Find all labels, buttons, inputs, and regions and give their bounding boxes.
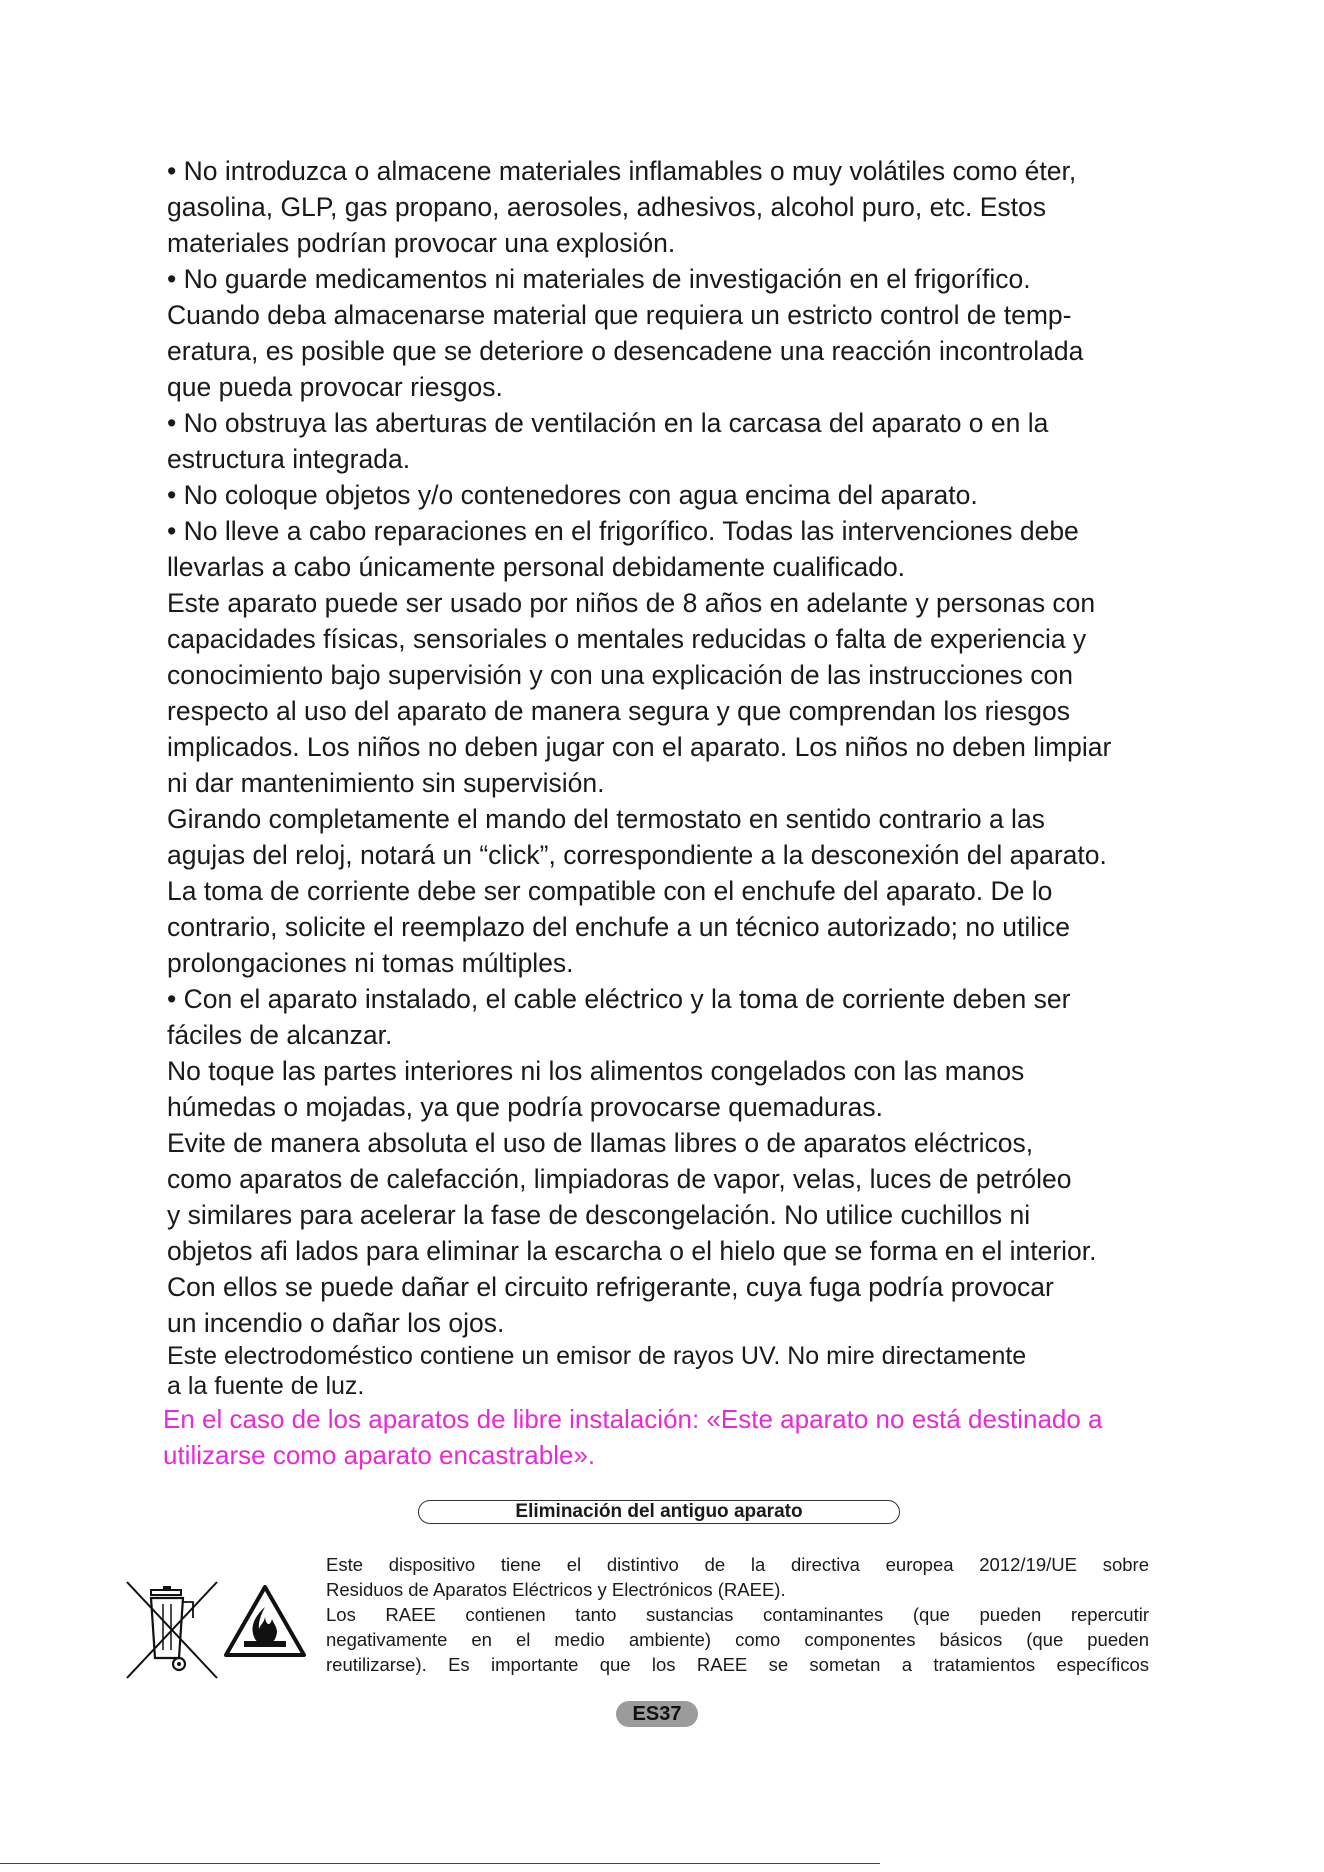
text-line: Este dispositivo tiene el distintivo de la directiva europea 2012/19/UE sobre [326,1554,1149,1575]
flammable-warning-icon [222,1583,308,1661]
text-line: que pueda provocar riesgos. [167,372,503,402]
crossed-out-wheelie-bin-icon [123,1578,223,1682]
safety-instructions [163,153,1207,1473]
text-line: • No guarde medicamentos ni materiales de investigación en el frigorífico. [167,264,1031,294]
text-line: eratura, es posible que se deteriore o desencadene una reacción incontrolada [167,336,1084,366]
text-line: un incendio o dañar los ojos. [167,1308,505,1338]
freestanding-note-line: En el caso de los aparatos de libre instalación: «Este aparato no está destinado a [163,1404,1103,1434]
text-line: reutilizarse). Es importante que los RAEE se sometan a tratamientos específicos [326,1654,1149,1675]
text-line: contrario, solicite el reemplazo del enchufe a un técnico autorizado; no utilice [167,912,1070,942]
text-line: La toma de corriente debe ser compatible con el enchufe del aparato. De lo [167,876,1053,906]
text-line: fáciles de alcanzar. [167,1020,393,1050]
text-line: estructura integrada. [167,444,411,474]
uv-warning-line: a la fuente de luz. [167,1372,365,1400]
text-line: • No coloque objetos y/o contenedores con agua encima del aparato. [167,480,978,510]
text-line: • Con el aparato instalado, el cable eléctrico y la toma de corriente deben ser [167,984,1071,1014]
text-line: capacidades físicas, sensoriales o mentales reducidas o falta de experiencia y [167,624,1087,654]
text-line: llevarlas a cabo únicamente personal debidamente cualificado. [167,552,906,582]
text-line: No toque las partes interiores ni los alimentos congelados con las manos [167,1056,1025,1086]
weee-disposal-text [326,1552,1149,1677]
text-line: gasolina, GLP, gas propano, aerosoles, adhesivos, alcohol puro, etc. Estos [167,192,1046,222]
section-title: Eliminación del antiguo aparato [418,1500,900,1524]
text-line: • No introduzca o almacene materiales inflamables o muy volátiles como éter, [167,156,1077,186]
page-number-badge: ES37 [616,1701,698,1727]
text-line: negativamente en el medio ambiente) como componentes básicos (que pueden [326,1629,1149,1650]
text-line: húmedas o mojadas, ya que podría provocarse quemaduras. [167,1092,883,1122]
footer-divider [0,1863,880,1864]
text-line: agujas del reloj, notará un “click”, correspondiente a la desconexión del aparato. [167,840,1107,870]
text-line: y similares para acelerar la fase de descongelación. No utilice cuchillos ni [167,1200,1031,1230]
text-line: Con ellos se puede dañar el circuito refrigerante, cuya fuga podría provocar [167,1272,1054,1302]
text-line: Este aparato puede ser usado por niños de 8 años en adelante y personas con [167,588,1096,618]
text-line: respecto al uso del aparato de manera segura y que comprendan los riesgos [167,696,1071,726]
text-line: objetos afi lados para eliminar la escarcha o el hielo que se forma en el interior. [167,1236,1097,1266]
uv-warning-line: Este electrodoméstico contiene un emisor de rayos UV. No mire directamente [167,1342,1027,1370]
text-line: Los RAEE contienen tanto sustancias contaminantes (que pueden repercutir [326,1604,1149,1625]
text-line: conocimiento bajo supervisión y con una explicación de las instrucciones con [167,660,1073,690]
text-line: prolongaciones ni tomas múltiples. [167,948,574,978]
text-line: Residuos de Aparatos Eléctricos y Electrónicos (RAEE). [326,1579,786,1600]
text-line: Cuando deba almacenarse material que requiera un estricto control de temp- [167,300,1072,330]
text-line: materiales podrían provocar una explosión. [167,228,676,258]
text-line: • No lleve a cabo reparaciones en el frigorífico. Todas las intervenciones debe [167,516,1079,546]
text-line: como aparatos de calefacción, limpiadoras de vapor, velas, luces de petróleo [167,1164,1072,1194]
text-line: ni dar mantenimiento sin supervisión. [167,768,605,798]
text-line: implicados. Los niños no deben jugar con el aparato. Los niños no deben limpiar [167,732,1112,762]
freestanding-note-line: utilizarse como aparato encastrable». [163,1440,596,1470]
text-line: Evite de manera absoluta el uso de llamas libres o de aparatos eléctricos, [167,1128,1034,1158]
text-line: Girando completamente el mando del termostato en sentido contrario a las [167,804,1045,834]
text-line: • No obstruya las aberturas de ventilación en la carcasa del aparato o en la [167,408,1049,438]
